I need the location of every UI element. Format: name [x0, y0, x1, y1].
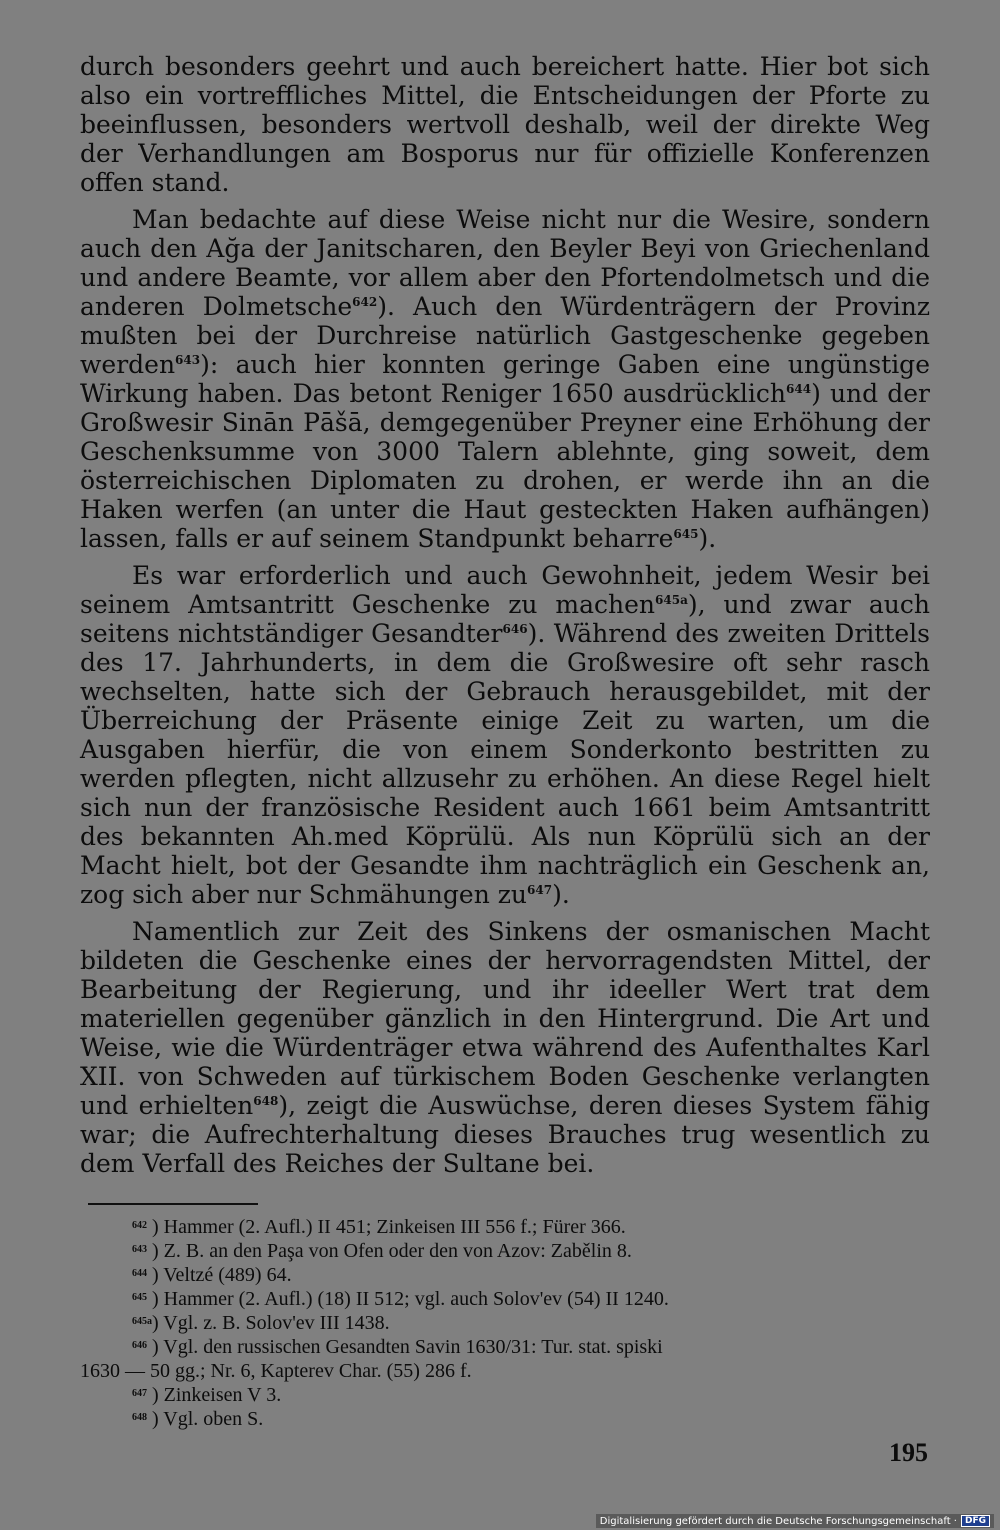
footnote-text: ) Hammer (2. Aufl.) II 451; Zinkeisen III 556 f.; Fürer 366.: [152, 1216, 626, 1238]
footnotes: [80, 1215, 930, 1431]
paragraph-text: ). Während des zweiten Drittels des 17. Jahrhunderts, in dem die Großwesire oft sehr rasch wechselten, hatte sich der Gebrauch herausgebildet, mit der Überreichung der Präsente einige Zeit zu warten, um die Ausgaben hierfür, die von einem Sonderkonto bestritten zu werden pflegten, nicht allzusehr zu erhöhen. An diese Regel hielt sich nun der französische Resident auch 1661 beim Amtsantritt des bekannten Ah.med Köprülü. Als nun Köprülü sich an der Macht hielt, bot der Gesandte ihm nachträglich ein Geschenk an, zog sich aber nur Schmähungen zu: [80, 619, 930, 909]
footnote-text: ) Hammer (2. Aufl.) (18) II 512; vgl. auch Solov'ev (54) II 1240.: [152, 1288, 669, 1310]
credit-text: Digitalisierung gefördert durch die Deutsche Forschungsgemeinschaft ·: [599, 1515, 957, 1527]
footnote-text: ) Vgl. den russischen Gesandten Savin 1630/31: Tur. stat. spiski: [152, 1336, 663, 1358]
footnote-number: 647: [132, 1388, 147, 1399]
paragraph-text: ).: [552, 880, 570, 909]
footnote: [80, 1311, 930, 1335]
footnote: [80, 1263, 930, 1287]
paragraph-text: ). Auch den Würdenträgern der Provinz mußten bei der Durchreise natürlich Gastgeschenke gegeben werden: [80, 292, 930, 379]
page-body: [80, 52, 930, 1431]
footnote-number: 645a: [132, 1316, 152, 1327]
footnote: [80, 1239, 930, 1263]
paragraph-text: durch besonders geehrt und auch bereichert hatte. Hier bot sich also ein vortreffliches Mittel, die Entscheidungen der Pforte zu beeinflussen, besonders wertvoll deshalb, weil der direkte Weg der Verhandlungen am Bosporus nur für offizielle Konferenzen offen stand.: [80, 52, 930, 197]
paragraph-text: Es war erforderlich und auch Gewohnheit, jedem Wesir bei seinem Amtsantritt Geschenke zu machen: [80, 561, 930, 619]
footnote-reference: 647: [527, 883, 553, 897]
footnote-number: 642: [132, 1220, 147, 1231]
paragraph-text: ) und der Großwesir Sinān Pāšā, demgegenüber Preyner eine Erhöhung der Geschenksumme von 3000 Talern ablehnte, ging soweit, dem österreichischen Diplomaten zu drohen, er werde ihn an die Haken werfen (an unter die Haut gesteckten Haken aufhängen) lassen, falls er auf seinem Standpunkt beharre: [80, 379, 930, 553]
paragraph-text: ), zeigt die Auswüchse, deren dieses System fähig war; die Aufrechterhaltung dieses Brauches trug wesentlich zu dem Verfall des Reiches der Sultane bei.: [80, 1091, 930, 1178]
footnote-text: ) Vgl. z. B. Solov'ev III 1438.: [152, 1312, 390, 1334]
footnote: [80, 1215, 930, 1239]
footnote-text: 1630 — 50 gg.; Nr. 6, Kapterev Char. (55) 286 f.: [80, 1360, 472, 1382]
footnote-number: 644: [132, 1268, 147, 1279]
paragraph: [80, 205, 930, 553]
footnote-reference: 642: [352, 295, 378, 309]
footnote: [80, 1335, 930, 1359]
footnote-text: ) Veltzé (489) 64.: [152, 1264, 292, 1286]
paragraph-text: Man bedachte auf diese Weise nicht nur die Wesire, sondern auch den Ağa der Janitscharen, den Beyler Beyi von Griechenland und andere Beamte, vor allem aber den Pfortendolmetsch und die anderen Dolmetsche: [80, 205, 930, 321]
paragraph: [80, 561, 930, 909]
footnote-text: ) Z. B. an den Paşa von Ofen oder den von Azov: Zabělin 8.: [152, 1240, 632, 1262]
footnote-reference: 646: [502, 622, 528, 636]
footnote: [80, 1287, 930, 1311]
footnote-reference: 648: [253, 1094, 279, 1108]
footnote-number: 648: [132, 1412, 147, 1423]
main-text: [80, 52, 930, 1178]
footnote-number: 643: [132, 1244, 147, 1255]
paragraph-text: Namentlich zur Zeit des Sinkens der osmanischen Macht bildeten die Geschenke eines der hervorragendsten Mittel, der Bearbeitung der Regierung, und ihr ideeller Wert trat dem materiellen gegenüber gänzlich in den Hintergrund. Die Art und Weise, wie die Würdenträger etwa während des Aufenthaltes Karl XII. von Schweden auf türkischem Boden Geschenke verlangten und erhielten: [80, 917, 930, 1120]
digitization-credit: [596, 1514, 994, 1528]
footnote-reference: 645a: [655, 593, 688, 607]
footnote-text: ) Zinkeisen V 3.: [152, 1384, 282, 1406]
page-number: 195: [889, 1438, 928, 1467]
dfg-logo-icon: DFG: [961, 1515, 990, 1527]
footnote-text: ) Vgl. oben S.: [152, 1408, 264, 1430]
footnote-reference: 644: [786, 382, 812, 396]
footnote: [80, 1383, 930, 1407]
footnote: [80, 1407, 930, 1431]
footnote: [80, 1359, 930, 1383]
paragraph: [80, 917, 930, 1178]
footnote-number: 646: [132, 1340, 147, 1351]
footnote-reference: 643: [175, 353, 201, 367]
footnote-reference: 645: [673, 527, 699, 541]
paragraph-text: ), und zwar auch seitens nichtständiger Gesandter: [80, 590, 931, 648]
paragraph-text: ).: [698, 524, 717, 553]
paragraph-text: ): auch hier konnten geringe Gaben eine ungünstige Wirkung haben. Das betont Reniger 1650 ausdrücklich: [80, 350, 930, 408]
paragraph: [80, 52, 930, 197]
footnote-number: 645: [132, 1292, 147, 1303]
footnote-separator: [88, 1203, 258, 1205]
